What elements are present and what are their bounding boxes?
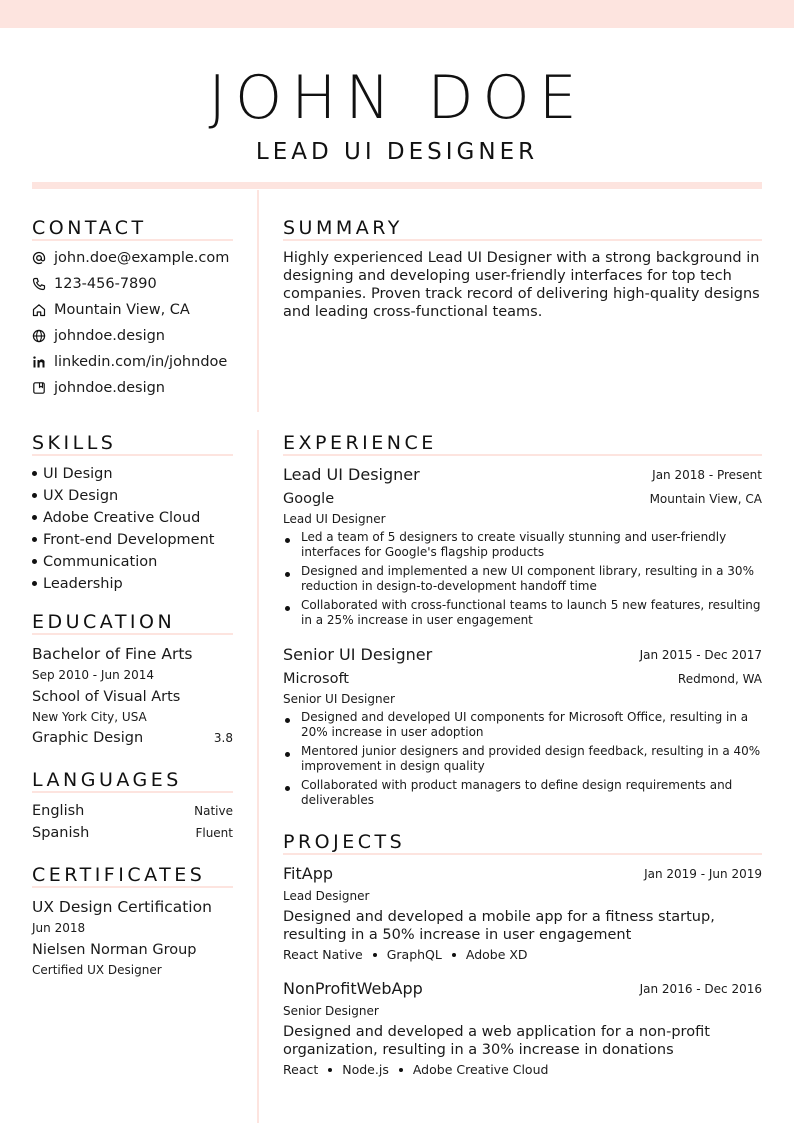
summary-text: Highly experienced Lead UI Designer with a strong background in designing and developing user-friendly interfaces for top tech companies. Proven track record of delivering high-quality designs and leading cross-functional teams. [283, 250, 760, 320]
skill-item: UI Design [32, 464, 113, 484]
education-dates: Sep 2010 - Jun 2014 [32, 668, 155, 682]
tech-separator [328, 1068, 332, 1072]
language-name: English [32, 803, 85, 819]
bullet-dot [32, 515, 37, 520]
education-school: School of Visual Arts [32, 689, 181, 705]
home-icon [32, 303, 46, 317]
certificates-heading: CERTIFICATES [32, 864, 206, 886]
education-gpa: 3.8 [213, 731, 233, 745]
bullet-dot [285, 752, 290, 757]
phone-icon [32, 277, 46, 291]
bullet-dot [285, 786, 290, 791]
contact-email-text: john.doe@example.com [54, 250, 230, 266]
contact-phone-text: 123-456-7890 [54, 276, 157, 292]
bullet-dot [285, 572, 290, 577]
job-bullet: Designed and developed UI components for Microsoft Office, resulting in a 20% increase in user adoption [283, 710, 763, 740]
summary-rule [283, 239, 762, 241]
contact-website-text: johndoe.design [54, 328, 165, 344]
summary-heading: SUMMARY [283, 217, 403, 239]
bullet-dot [32, 493, 37, 498]
certificate-issuer: Nielsen Norman Group [32, 942, 197, 958]
candidate-name: JOHN DOE [208, 63, 586, 133]
skill-item: Communication [32, 552, 157, 572]
certificates-rule [32, 886, 233, 888]
contact-location-text: Mountain View, CA [54, 302, 190, 318]
bullet-dot [285, 538, 290, 543]
education-degree: Bachelor of Fine Arts [32, 645, 193, 663]
project-role: Lead Designer [283, 889, 370, 903]
tech-tag: Node.js [342, 1062, 389, 1077]
tech-separator [373, 953, 377, 957]
column-divider-bottom [257, 430, 259, 1123]
contact-website[interactable] [32, 326, 165, 346]
job-bullet: Mentored junior designers and provided design feedback, resulting in a 40% improvement in design quality [283, 744, 763, 774]
globe-icon [32, 329, 46, 343]
language-name: Spanish [32, 825, 90, 841]
header-divider [32, 182, 762, 189]
contact-location [32, 300, 190, 320]
contact-portfolio-text: johndoe.design [54, 380, 165, 396]
project-dates: Jan 2019 - Jun 2019 [644, 867, 762, 881]
projects-heading: PROJECTS [283, 831, 406, 853]
language-level: Native [194, 804, 233, 818]
experience-heading: EXPERIENCE [283, 432, 437, 454]
job-bullet: Collaborated with cross-functional teams to launch 5 new features, resulting in a 25% increase in user engagement [283, 598, 763, 628]
skill-item: UX Design [32, 486, 118, 506]
job-position: Senior UI Designer [283, 692, 395, 706]
job-position: Lead UI Designer [283, 512, 386, 526]
languages-rule [32, 791, 233, 793]
contact-linkedin-text: linkedin.com/in/johndoe [54, 354, 228, 370]
job-bullet: Designed and implemented a new UI component library, resulting in a 30% reduction in design-to-development handoff time [283, 564, 763, 594]
education-heading: EDUCATION [32, 611, 176, 633]
tech-tag: Adobe Creative Cloud [412, 1062, 549, 1077]
certificate-name: UX Design Certification [32, 898, 212, 916]
bullet-dot [285, 718, 290, 723]
job-bullet: Led a team of 5 designers to create visually stunning and user-friendly interfaces for Google's flagship products [283, 530, 763, 560]
education-location: New York City, USA [32, 710, 147, 724]
bullet-dot [32, 581, 37, 586]
tech-tag: React Native [283, 947, 363, 962]
tech-tag: GraphQL [386, 947, 442, 962]
project-dates: Jan 2016 - Dec 2016 [639, 982, 762, 996]
project-role: Senior Designer [283, 1004, 379, 1018]
portfolio-icon [32, 381, 46, 395]
job-title: Senior UI Designer [283, 645, 433, 664]
skill-item: Adobe Creative Cloud [32, 508, 200, 528]
bullet-dot [32, 537, 37, 542]
linkedin-icon [32, 355, 46, 369]
project-tech-list [283, 947, 528, 963]
education-field: Graphic Design [32, 730, 144, 746]
projects-rule [283, 853, 762, 855]
project-description: Designed and developed a web application for a non-profit organization, resulting in a 30% increase in donations [283, 1024, 710, 1058]
top-accent-band [0, 0, 794, 28]
bullet-dot [285, 606, 290, 611]
skill-item: Leadership [32, 574, 123, 594]
project-description: Designed and developed a mobile app for a fitness startup, resulting in a 50% increase in user engagement [283, 909, 715, 943]
project-name: FitApp [283, 864, 334, 883]
experience-rule [283, 454, 762, 456]
contact-phone[interactable] [32, 274, 157, 294]
languages-heading: LANGUAGES [32, 769, 182, 791]
contact-rule [32, 239, 233, 241]
contact-heading: CONTACT [32, 217, 147, 239]
tech-separator [452, 953, 456, 957]
candidate-title: LEAD UI DESIGNER [255, 139, 539, 165]
bullet-dot [32, 559, 37, 564]
job-location: Redmond, WA [677, 672, 762, 686]
job-location: Mountain View, CA [649, 492, 762, 506]
contact-email[interactable] [32, 248, 229, 268]
job-title: Lead UI Designer [283, 465, 420, 484]
tech-separator [399, 1068, 403, 1072]
contact-linkedin[interactable] [32, 352, 227, 372]
certificate-role: Certified UX Designer [32, 963, 162, 977]
project-name: NonProfitWebApp [283, 979, 423, 998]
job-company: Microsoft [283, 671, 349, 687]
certificate-date: Jun 2018 [32, 921, 86, 935]
job-dates: Jan 2018 - Present [652, 468, 762, 482]
language-level: Fluent [195, 826, 233, 840]
bullet-dot [32, 471, 37, 476]
contact-portfolio[interactable] [32, 378, 165, 398]
tech-tag: React [283, 1062, 319, 1077]
column-divider-top [257, 190, 259, 412]
skills-heading: SKILLS [32, 432, 117, 454]
education-rule [32, 633, 233, 635]
job-bullet: Collaborated with product managers to define design requirements and deliverables [283, 778, 763, 808]
at-icon [32, 251, 46, 265]
job-company: Google [283, 491, 335, 507]
skills-rule [32, 454, 233, 456]
project-tech-list [283, 1062, 548, 1078]
job-dates: Jan 2015 - Dec 2017 [639, 648, 762, 662]
skill-item: Front-end Development [32, 530, 214, 550]
tech-tag: Adobe XD [465, 947, 528, 962]
